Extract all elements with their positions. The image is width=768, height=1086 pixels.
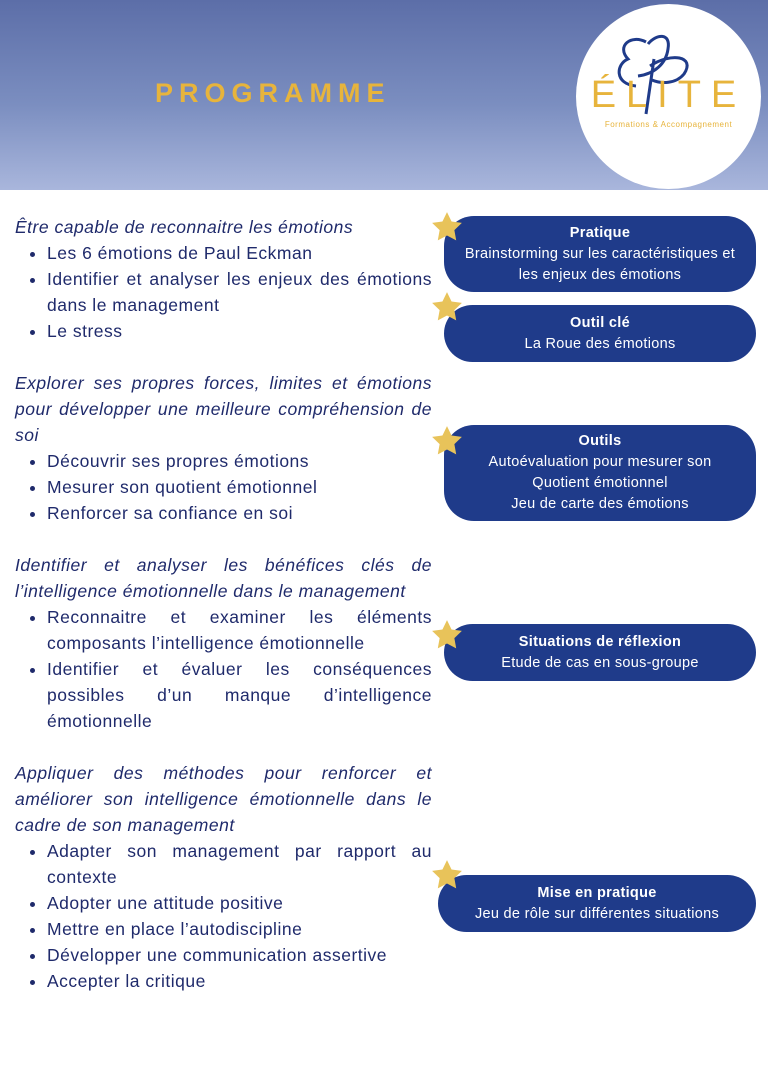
pill-heading: Mise en pratique [537, 884, 657, 901]
pill-heading: Pratique [569, 224, 631, 241]
list-item: • Reconnaitre et examiner les éléments composants l’intelligence émotionnelle [47, 604, 432, 656]
list-item: • Accepter la critique [47, 968, 432, 994]
star-icon [430, 424, 464, 458]
bullet-list [15, 448, 432, 526]
section-objective: Être capable de reconnaitre les émotions [15, 217, 354, 237]
page-title: PROGRAMME [155, 78, 391, 108]
pill-outil-cle [444, 305, 756, 362]
list-item: • Identifier et analyser les enjeux des émotions dans le management [47, 266, 432, 318]
logo-subtitle: Formations & Accompagnement [604, 120, 733, 129]
bullet-list [15, 240, 432, 344]
list-item: • Le stress [47, 318, 432, 344]
list-item: • Adopter une attitude positive [47, 890, 432, 916]
section-3 [15, 552, 432, 734]
pill-line: les enjeux des émotions [518, 266, 682, 283]
pill-line: Jeu de carte des émotions [511, 496, 689, 512]
pill-line: Autoévaluation pour mesurer son [488, 454, 712, 470]
header-banner [0, 0, 768, 190]
pill-situations-reflexion [444, 624, 756, 681]
list-item: • Découvrir ses propres émotions [47, 448, 432, 474]
pill-heading: Outils [578, 433, 622, 449]
bullet-list [15, 604, 432, 734]
list-item: • Mettre en place l’autodiscipline [47, 916, 432, 942]
pill-pratique [444, 216, 756, 292]
list-item: • Adapter son management par rapport au contexte [47, 838, 432, 890]
star-icon [430, 290, 464, 324]
bullet-list [15, 838, 432, 994]
list-item: • Développer une communication assertive [47, 942, 432, 968]
pill-outils [444, 425, 756, 521]
pill-mise-en-pratique [438, 875, 756, 932]
logo-wordmark: ÉLITE [590, 74, 747, 116]
section-objective: Appliquer des méthodes pour renforcer et améliorer son intelligence émotionnelle dans le cadre de son management [15, 763, 432, 835]
pill-heading: Situations de réflexion [518, 633, 682, 650]
pill-line: Jeu de rôle sur différentes situations [474, 905, 720, 922]
program-content [15, 214, 432, 1020]
pill-line: Quotient émotionnel [532, 475, 668, 491]
list-item: • Mesurer son quotient émotionnel [47, 474, 432, 500]
elite-logo [576, 4, 761, 189]
list-item: • Identifier et évaluer les conséquences possibles d’un manque d’intelligence émotionnelle [47, 656, 432, 734]
section-2 [15, 370, 432, 526]
section-4 [15, 760, 432, 994]
list-item: • Renforcer sa confiance en soi [47, 500, 432, 526]
pill-line: La Roue des émotions [524, 335, 676, 352]
pill-line: Etude de cas en sous-groupe [501, 654, 699, 671]
section-1 [15, 214, 432, 344]
list-item: • Les 6 émotions de Paul Eckman [47, 240, 432, 266]
pill-heading: Outil clé [570, 314, 630, 331]
section-objective: Identifier et analyser les bénéfices clés de l’intelligence émotionnelle dans le management [15, 555, 432, 601]
section-objective: Explorer ses propres forces, limites et émotions pour développer une meilleure compréhension de soi [15, 373, 432, 445]
pill-line: Brainstorming sur les caractéristiques et [464, 245, 736, 262]
star-icon [430, 210, 464, 244]
star-icon [430, 858, 464, 892]
star-icon [430, 618, 464, 652]
